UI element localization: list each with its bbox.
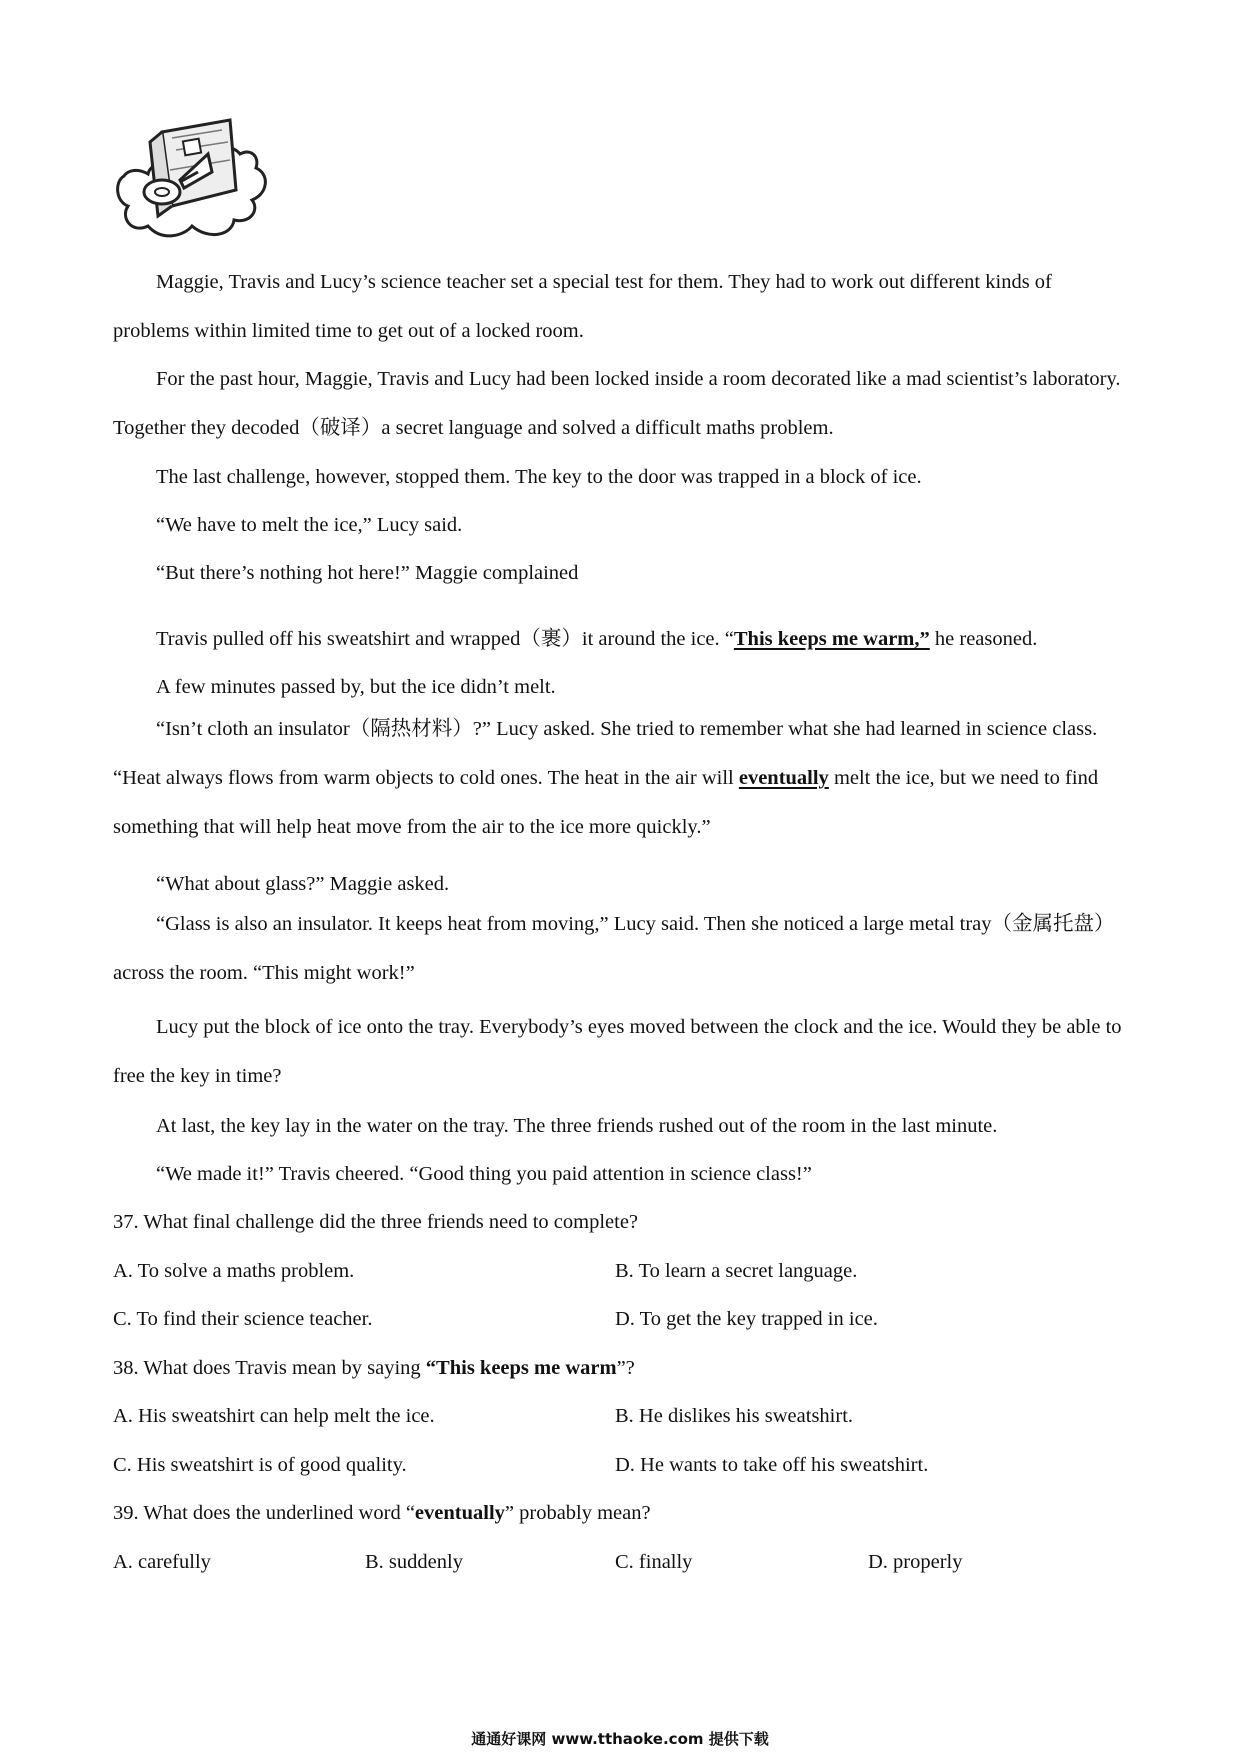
story-paragraph-12: At last, the key lay in the water on the tray. The three friends rushed out of the room in the last minute. [156,1115,998,1137]
page-footer: 通通好课网 www.tthaoke.com 提供下载 [471,1730,769,1748]
question-37-option-b: B. To learn a secret language. [615,1260,858,1282]
story-paragraph-1: Maggie, Travis and Lucy’s science teacher set a special test for them. They had to work out different kinds of problems within limited time to get out of a locked room. [113,271,1052,342]
question-39-option-b: B. suddenly [365,1551,463,1573]
story-paragraph-11: Lucy put the block of ice onto the tray. Everybody’s eyes moved between the clock and the ice. Would they be able to free the key in time? [113,1016,1122,1087]
story-paragraph-4: “We have to melt the ice,” Lucy said. [156,514,463,536]
question-38-option-b: B. He dislikes his sweatshirt. [615,1405,854,1427]
question-38-option-a: A. His sweatshirt can help melt the ice. [113,1405,435,1427]
question-38-stem [113,1353,635,1383]
question-39-option-a: A. carefully [113,1551,211,1573]
story-paragraph-5: “But there’s nothing hot here!” Maggie complained [156,562,579,584]
paragraph-8-text-before: “Isn’t cloth an insulator（隔热材料）?” Lucy asked. She tried to remember what she had learned in science class. “Heat always flows from warm objects to cold ones. The heat in the air will [113,718,1098,789]
question-39-stem-after: ” probably mean? [504,1502,651,1524]
question-39-option-c: C. finally [615,1551,693,1573]
highlight-this-keeps-me-warm: This keeps me warm,” [733,628,930,650]
story-paragraph-8 [113,705,1125,852]
story-paragraph-3: The last challenge, however, stopped them. The key to the door was trapped in a block of ice. [156,466,922,488]
story-paragraph-7: A few minutes passed by, but the ice didn’t melt. [156,676,556,698]
story-paragraph-2: For the past hour, Maggie, Travis and Lucy had been locked inside a room decorated like a mad scientist’s laboratory. Together they decoded（破译）a secret language and solved a difficult maths problem. [113,368,1121,439]
question-39-option-d: D. properly [868,1551,963,1573]
story-paragraph-6 [113,624,1037,654]
story-paragraph-9: “What about glass?” Maggie asked. [156,873,450,895]
story-paragraph-10: “Glass is also an insulator. It keeps heat from moving,” Lucy said. Then she noticed a large metal tray（金属托盘）across the room. “This might work!” [113,913,1115,984]
question-38-stem-after: ”? [616,1357,635,1379]
question-37-stem: 37. What final challenge did the three friends need to complete? [113,1211,639,1233]
question-37-option-d: D. To get the key trapped in ice. [615,1308,878,1330]
ice-block-key-illustration [110,110,278,246]
question-39-stem [113,1498,651,1528]
question-38-option-d: D. He wants to take off his sweatshirt. [615,1454,929,1476]
paragraph-6-text-before: Travis pulled off his sweatshirt and wrapped（裹）it around the ice. “ [156,628,734,650]
question-39-quoted-word: eventually [414,1502,505,1524]
question-38-option-c: C. His sweatshirt is of good quality. [113,1454,407,1476]
paragraph-8-text-after: melt the ice, but we need to find something that will help heat move from the air to the ice more quickly.” [113,767,1099,838]
question-37-option-a: A. To solve a maths problem. [113,1260,355,1282]
question-39-stem-before: 39. What does the underlined word “ [113,1502,415,1524]
question-38-stem-before: 38. What does Travis mean by saying [113,1357,426,1379]
story-paragraph-13: “We made it!” Travis cheered. “Good thing you paid attention in science class!” [156,1163,812,1185]
paragraph-6-text-after: he reasoned. [929,628,1038,650]
question-38-quoted-phrase: “This keeps me warm [425,1357,617,1379]
underlined-word-eventually: eventually [738,767,829,789]
question-37-option-c: C. To find their science teacher. [113,1308,373,1330]
